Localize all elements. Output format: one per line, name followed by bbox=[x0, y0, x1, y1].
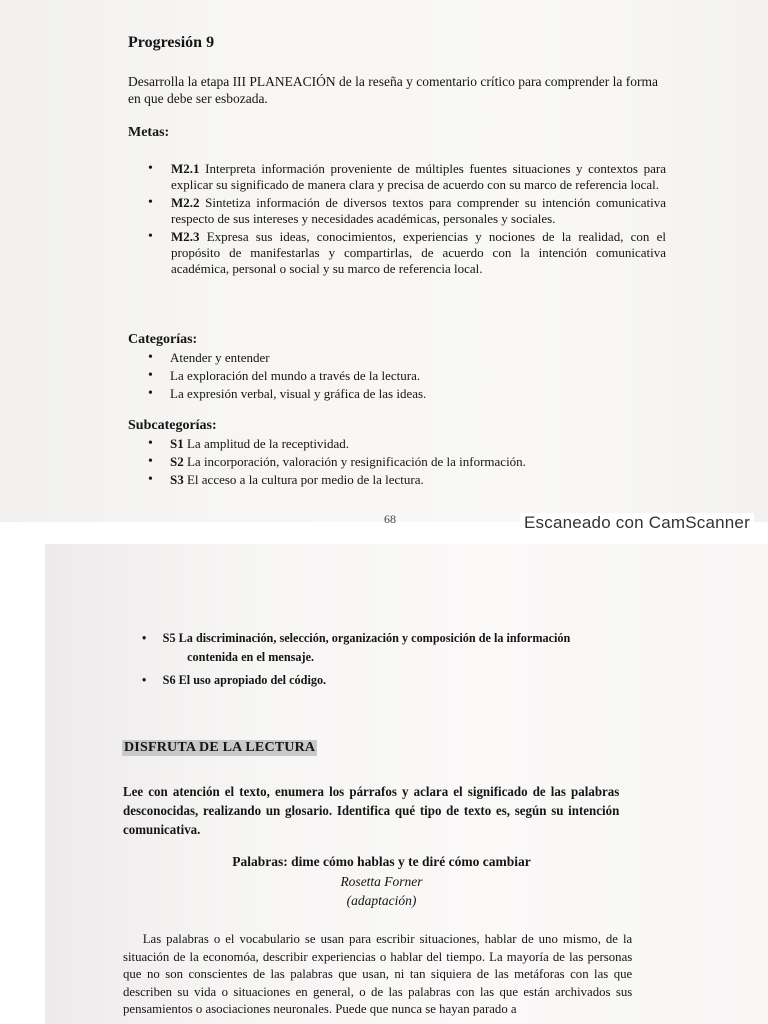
list-item: • Atender y entender bbox=[148, 349, 426, 367]
list-item: • La expresión verbal, visual y gráfica de las ideas. bbox=[148, 385, 426, 403]
reading-note: (adaptación) bbox=[346, 893, 417, 908]
categorias-heading: Categorías: bbox=[128, 332, 198, 347]
list-item: • S3 El acceso a la cultura por medio de la lectura. bbox=[148, 471, 526, 489]
reading-title: Palabras: dime cómo hablas y te diré cómo cambiar bbox=[232, 854, 531, 869]
metas-heading: Metas: bbox=[128, 125, 170, 140]
categorias-list bbox=[148, 349, 426, 403]
scanned-page-bottom bbox=[45, 544, 768, 1024]
list-item: • S6 El uso apropiado del código. bbox=[142, 670, 612, 689]
instructions-text: Lee con atención el texto, enumera los párrafos y aclara el significado de las palabras desconocidas, realizando un glosario. Identifica qué tipo de texto es, según su intención comunicativa. bbox=[123, 784, 620, 837]
section-heading: DISFRUTA DE LA LECTURA bbox=[124, 740, 316, 755]
list-item: • S2 La incorporación, valoración y resignificación de la información. bbox=[148, 453, 526, 471]
page-number: 68 bbox=[384, 512, 396, 526]
subcategorias-continued-list bbox=[142, 628, 642, 689]
page-title: Progresión 9 bbox=[128, 34, 215, 51]
reading-author: Rosetta Forner bbox=[340, 874, 423, 889]
list-item: • S5 La discriminación, selección, organización y composición de la información contenida en el mensaje. bbox=[142, 628, 612, 666]
reading-paragraph: Las palabras o el vocabulario se usan para escribir situaciones, hablar de uno mismo, de la situación de la economóa, describir experiencias o hablar del tiempo. La mayoría de las personas que no son conscientes de las palabras que usan, ni tan siquiera de las metáforas con las que describen su vida o situaciones en general, o de las palabras con las que están archivados sus pensamientos o asociaciones neuronales. Puede que nunca se hayan parado a bbox=[123, 931, 633, 1016]
list-item: • S1 La amplitud de la receptividad. bbox=[148, 435, 526, 453]
subcategorias-list bbox=[148, 435, 526, 489]
scanner-watermark: Escaneado con CamScanner bbox=[520, 513, 754, 533]
list-item: • M2.3 Expresa sus ideas, conocimientos, experiencias y nociones de la realidad, con el propósito de manifestarlas y compartirlas, de acuerdo con la intención comunicativa académica, personal o social y su marco de referencia local. bbox=[148, 229, 666, 276]
subcategorias-heading: Subcategorías: bbox=[128, 418, 217, 433]
list-item: • M2.1 Interpreta información proveniente de múltiples fuentes situaciones y contextos para explicar su significado de manera clara y precisa de acuerdo con su marco de referencia local. bbox=[148, 161, 666, 192]
list-item: • M2.2 Sintetiza información de diversos textos para comprender su intención comunicativa respecto de sus intereses y necesidades académicas, personales y sociales. bbox=[148, 195, 666, 226]
metas-list bbox=[148, 161, 666, 279]
list-item: • La exploración del mundo a través de la lectura. bbox=[148, 367, 426, 385]
intro-paragraph: Desarrolla la etapa III PLANEACIÓN de la reseña y comentario crítico para comprender la forma en que debe ser esbozada. bbox=[128, 74, 659, 106]
